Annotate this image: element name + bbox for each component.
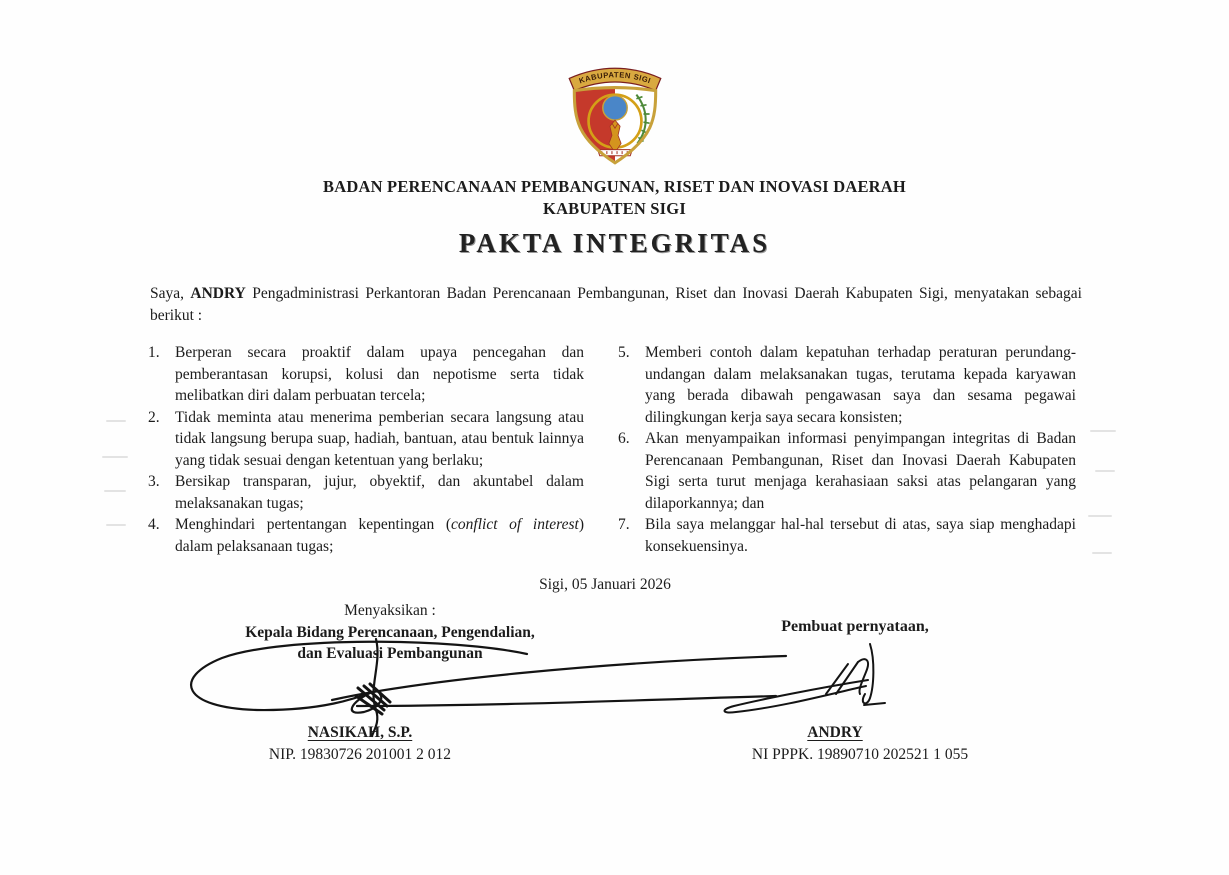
item-number: 6. <box>618 430 630 447</box>
item-text: Memberi contoh dalam kepatuhan terhadap peraturan perundang-undangan dalam melaksanakan tugas, terutama kepada karyawan yang berada dibawah pengawasan saya dan sesama pegawai dilingkungan kerja saya secara konsisten; <box>645 344 1076 426</box>
scan-artifact <box>1092 552 1112 554</box>
pledge-item-4 <box>148 514 584 557</box>
intro-paragraph <box>150 283 1082 327</box>
declarant-name-inline: ANDRY <box>190 285 246 302</box>
declarant-signature <box>708 642 960 728</box>
scan-artifact <box>104 490 126 492</box>
item-text: Tidak meminta atau menerima pemberian secara langsung atau tidak langsung berupa suap, hadiah, bantuan, atau bentuk lainnya yang tidak sesuai dengan ketentuan yang berlaku; <box>175 408 584 469</box>
item-number: 1. <box>148 344 160 361</box>
org-name-line2: KABUPATEN SIGI <box>543 199 686 218</box>
witness-nip: NIP. 19830726 201001 2 012 <box>268 746 452 763</box>
intro-rest: Pengadministrasi Perkantoran Badan Perencanaan Pembangunan, Riset dan Inovasi Daerah Kabupaten Sigi, menyatakan sebagai berikut : <box>150 285 1082 324</box>
kabupaten-sigi-crest <box>556 62 674 166</box>
intro-prefix: Saya, <box>150 285 191 302</box>
item-number: 5. <box>618 344 630 361</box>
declarant-label: Pembuat pernyataan, <box>781 618 929 635</box>
scan-artifact <box>1090 430 1116 432</box>
item-number: 2. <box>148 408 160 426</box>
pledge-item-1 <box>148 342 584 407</box>
scan-artifact <box>1088 515 1112 517</box>
scan-artifact <box>106 524 126 526</box>
item-number: 7. <box>618 516 630 533</box>
pledge-item-6 <box>618 428 1076 514</box>
scan-artifact <box>1095 470 1115 472</box>
item-number: 3. <box>148 473 160 490</box>
item-text: Bersikap transparan, jujur, obyektif, dan akuntabel dalam melaksanakan tugas; <box>175 473 584 512</box>
place-date-line: Sigi, 05 Januari 2026 <box>539 576 671 593</box>
witness-role-line2: dan Evaluasi Pembangunan <box>297 645 483 662</box>
witness-role-line1: Kepala Bidang Perencanaan, Pengendalian, <box>245 624 535 641</box>
document-title: PAKTA INTEGRITAS <box>458 228 771 258</box>
witness-role-title <box>150 622 630 664</box>
declarant-name: ANDRY <box>807 724 863 741</box>
item-text: Akan menyampaikan informasi penyimpangan integritas di Badan Perencanaan Pembangunan, Riset dan Inovasi Daerah Kabupaten Sigi serta turut menjaga kerahasiaan saksi atas pelangaran yang dilaporkannya; dan <box>645 430 1076 512</box>
pledge-column-left <box>148 342 584 557</box>
org-name-line1: BADAN PERENCANAAN PEMBANGUNAN, RISET DAN INOVASI DAERAH <box>323 177 906 196</box>
item-text: Bila saya melanggar hal-hal tersebut di atas, saya siap menghadapi konsekuensinya. <box>645 516 1076 555</box>
declarant-nip: NI PPPK. 19890710 202521 1 055 <box>751 746 969 763</box>
italic-phrase: conflict of interest <box>451 516 579 533</box>
item-text: Menghindari pertentangan kepentingan (conflict of interest) dalam pelaksanaan tugas; <box>175 516 584 555</box>
item-number: 4. <box>148 516 160 533</box>
scan-artifact <box>106 420 126 422</box>
witness-label: Menyaksikan : <box>344 602 436 619</box>
witness-name: NASIKAH, S.P. <box>307 724 413 741</box>
crest-icon <box>556 62 674 166</box>
pledge-item-5 <box>618 342 1076 428</box>
pledge-item-3 <box>148 471 584 514</box>
pledge-item-7 <box>618 514 1076 557</box>
scan-artifact <box>102 456 128 458</box>
pledge-column-right <box>618 342 1076 557</box>
pledge-item-2 <box>148 407 584 472</box>
crest-banner-text: KABUPATEN SIGI <box>577 70 653 86</box>
item-text: Berperan secara proaktif dalam upaya pencegahan dan pemberantasan korupsi, kolusi dan nepotisme serta tidak melibatkan diri dalam perbuatan tercela; <box>175 344 584 404</box>
